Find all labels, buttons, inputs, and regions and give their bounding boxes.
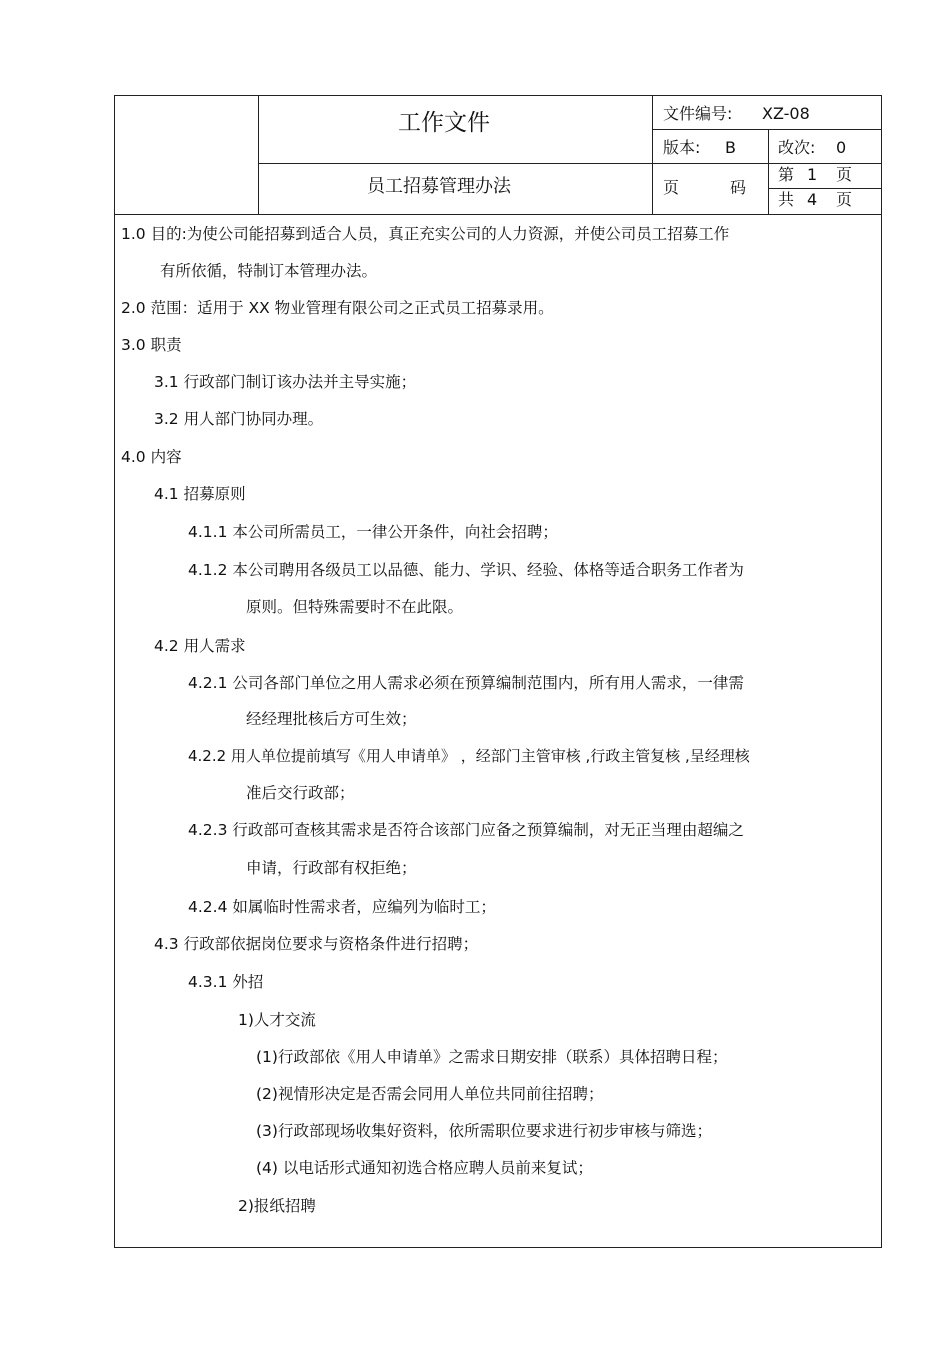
item-4-2-3: 4.2.3 行政部可查核其需求是否符合该部门应备之预算编制，对无正当理由超编之 (188, 821, 744, 839)
doc-number-value: XZ-08 (762, 104, 810, 123)
section-scope: 2.0 范围：适用于 XX 物业管理有限公司之正式员工招募录用。 (121, 299, 554, 317)
revision-label: 改次: (778, 138, 816, 157)
item-4-1-2-cont: 原则。但特殊需要时不在此限。 (246, 598, 464, 616)
item-4-1-1: 4.1.1 本公司所需员工，一律公开条件，向社会招聘； (188, 523, 558, 541)
item-3-1: 3.1 行政部门制订该办法并主导实施； (154, 373, 417, 391)
page-current-suffix: 页 (836, 165, 853, 184)
item-4-2-2-cont: 准后交行政部； (246, 784, 355, 802)
section-purpose: 1.0 目的:为使公司能招募到适合人员，真正充实公司的人力资源，并使公司员工招募工作 (121, 225, 730, 243)
header-divider (768, 129, 769, 215)
header-divider (258, 163, 652, 164)
header-bottom-line (114, 214, 882, 215)
page-label-part2: 码 (730, 178, 747, 197)
page-label-part1: 页 (663, 178, 680, 197)
doc-number-label: 文件编号: (663, 104, 733, 123)
item-4-2-2: 4.2.2 用人单位提前填写《用人申请单》 ，经部门主管审核 ,行政主管复核 ,呈经理核 (188, 747, 750, 765)
step-2: (2)视情形决定是否需会同用人单位共同前往招聘； (256, 1085, 604, 1103)
document-subtitle: 员工招募管理办法 (367, 176, 511, 197)
subitem-newspaper: 2)报纸招聘 (238, 1197, 316, 1215)
item-4-1-2: 4.1.2 本公司聘用各级员工以品德、能力、学识、经验、体格等适合职务工作者为 (188, 561, 744, 579)
page-total: 4 (807, 190, 818, 209)
header-divider (652, 129, 882, 130)
step-3: (3)行政部现场收集好资料，依所需职位要求进行初步审核与筛选； (256, 1122, 712, 1140)
page-total-prefix: 共 (778, 190, 795, 209)
item-4-2: 4.2 用人需求 (154, 637, 246, 655)
document-title: 工作文件 (398, 110, 490, 136)
item-4-3-1: 4.3.1 外招 (188, 973, 264, 991)
section-responsibility: 3.0 职责 (121, 336, 182, 354)
page-current: 1 (807, 165, 818, 184)
item-4-3: 4.3 行政部依据岗位要求与资格条件进行招聘； (154, 935, 479, 953)
header-divider (768, 188, 882, 189)
item-4-2-1: 4.2.1 公司各部门单位之用人需求必须在预算编制范围内，所有用人需求，一律需 (188, 674, 744, 692)
header-divider (652, 163, 882, 164)
item-3-2: 3.2 用人部门协同办理。 (154, 410, 324, 428)
header-divider (258, 95, 259, 215)
version-label: 版本: (663, 138, 701, 157)
step-4: (4) 以电话形式通知初选合格应聘人员前来复试； (256, 1159, 593, 1177)
item-4-2-4: 4.2.4 如属临时性需求者，应编列为临时工； (188, 898, 496, 916)
section-content: 4.0 内容 (121, 448, 182, 466)
revision-value: 0 (836, 138, 847, 157)
item-4-1: 4.1 招募原则 (154, 485, 246, 503)
step-1: (1)行政部依《用人申请单》之需求日期安排（联系）具体招聘日程； (256, 1048, 728, 1066)
page-current-prefix: 第 (778, 165, 795, 184)
subitem-talent-exchange: 1)人才交流 (238, 1011, 316, 1029)
item-4-2-3-cont: 申请，行政部有权拒绝； (246, 859, 417, 877)
item-4-2-1-cont: 经经理批核后方可生效； (246, 710, 417, 728)
page-total-suffix: 页 (836, 190, 853, 209)
section-purpose-cont: 有所依循，特制订本管理办法。 (160, 262, 378, 280)
header-divider (652, 95, 653, 215)
version-value: B (725, 138, 736, 157)
